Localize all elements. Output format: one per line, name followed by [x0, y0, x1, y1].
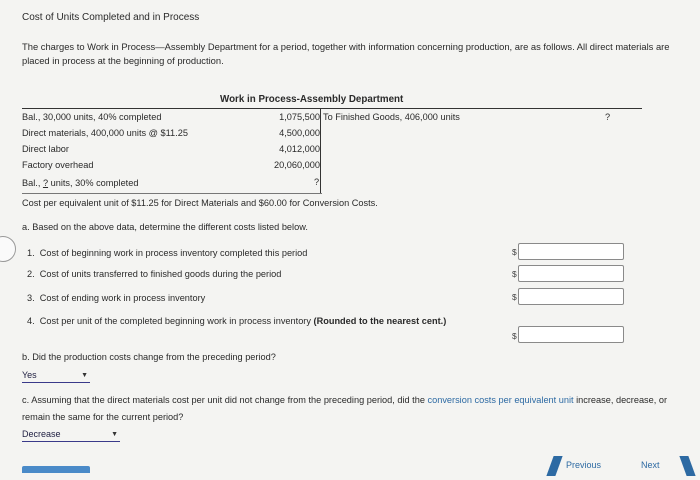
- next-button[interactable]: Next: [641, 460, 660, 470]
- t-account-credit-label: To Finished Goods, 406,000 units: [323, 112, 460, 122]
- t-account-ending-balance-label: Bal., ? units, 30% completed: [22, 178, 139, 188]
- part-c-selected-value: Decrease: [22, 429, 61, 439]
- t-account-center-line: [320, 108, 321, 193]
- t-account-debit-value: 4,500,000: [279, 128, 320, 138]
- t-account-title: Work in Process-Assembly Department: [220, 94, 404, 105]
- part-a-item-2: 2. Cost of units transferred to finished goods during the period: [27, 269, 282, 279]
- part-b-selected-value: Yes: [22, 370, 37, 380]
- answer-input-4[interactable]: [518, 326, 624, 343]
- part-b-question: b. Did the production costs change from the preceding period?: [22, 352, 276, 362]
- part-a-item-4: 4. Cost per unit of the completed beginning work in process inventory (Rounded to the nearest cent.): [27, 316, 447, 326]
- conversion-costs-term: conversion costs per equivalent unit: [427, 395, 574, 405]
- t-account-debit-label: Factory overhead: [22, 160, 94, 170]
- problem-title: Cost of Units Completed and in Process: [22, 12, 200, 23]
- t-account-debit-label: Direct materials, 400,000 units @ $11.25: [22, 128, 188, 138]
- side-scroll-handle[interactable]: [0, 236, 16, 262]
- t-account-credit-value: ?: [605, 112, 611, 122]
- answer-input-3[interactable]: [518, 288, 624, 305]
- t-account-top-line: [22, 108, 642, 109]
- chevron-down-icon: ▼: [111, 431, 118, 438]
- check-answer-button[interactable]: [22, 466, 90, 473]
- answer-input-1[interactable]: [518, 243, 624, 260]
- t-account-debit-value: 20,060,000: [274, 160, 320, 170]
- part-c-question: c. Assuming that the direct materials cost per unit did not change from the preceding period, did the conversion costs per equivalent unit increase, decrease, or remain the same for the current period?: [22, 395, 668, 422]
- t-account-debit-value: 4,012,000: [279, 144, 320, 154]
- t-account-ending-value: ?: [314, 177, 320, 187]
- t-account-subtotal-line: [22, 193, 322, 194]
- chevron-down-icon: ▼: [81, 372, 88, 379]
- part-c-dropdown[interactable]: [22, 429, 120, 442]
- t-account-debit-value: 1,075,500: [279, 112, 320, 122]
- previous-button[interactable]: Previous: [566, 460, 602, 470]
- currency-symbol: $: [512, 292, 517, 302]
- part-a-item-1: 1. Cost of beginning work in process inventory completed this period: [27, 248, 308, 258]
- currency-symbol: $: [512, 247, 517, 257]
- part-b-dropdown[interactable]: [22, 370, 90, 383]
- problem-intro: The charges to Work in Process—Assembly Department for a period, together with information concerning production, are as follows. All direct materials are placed in process at the beginning of production.: [22, 41, 670, 66]
- cost-per-equivalent-unit-note: Cost per equivalent unit of $11.25 for Direct Materials and $60.00 for Conversion Costs.: [22, 198, 378, 208]
- answer-input-2[interactable]: [518, 265, 624, 282]
- currency-symbol: $: [512, 269, 517, 279]
- t-account-debit-label: Bal., 30,000 units, 40% completed: [22, 112, 162, 122]
- t-account-debit-label: Direct labor: [22, 144, 69, 154]
- part-a-item-3: 3. Cost of ending work in process inventory: [27, 293, 206, 303]
- ending-units-unknown: ?: [42, 178, 49, 188]
- currency-symbol: $: [512, 331, 517, 341]
- part-a-prompt: a. Based on the above data, determine the different costs listed below.: [22, 222, 308, 232]
